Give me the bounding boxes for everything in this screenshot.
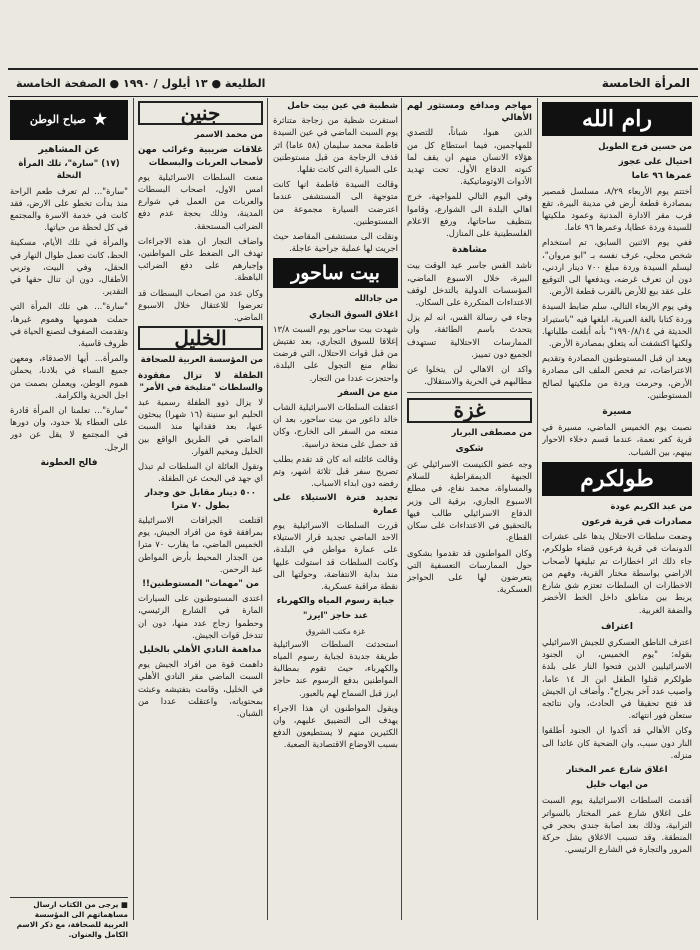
beitsahour-paragraph: ناشد القس جاسر عيد الوقت بيت البيرة، خلال الاسبوع الماضي، المؤسسات الدولية بالتدخل لوقف الاعتداءات المتكررة على السكان. [407, 260, 532, 308]
hebron-subheading-2: ٥٠٠ دينار مقابل حق وجدار بطول ٧٠ مترا [145, 488, 256, 511]
gaza-paragraph: وكان المواطنون قد تقدموا بشكوى حول الممارسات التعسفية التي يتعرضون لها على الحواجز العسكرية. [407, 547, 532, 595]
jenin-paragraph: واضاف التجار ان هذه الاجراءات تهدف الى الضغط على المواطنين، وإجبارهم على دفع الضرائب الباهظة. [138, 235, 263, 283]
shufat-paragraph: وقالت السيدة فاطمة انها كانت متوجهة الى المستشفى عندما اعترضت السيارة مجموعة من المستوطنين. [273, 179, 398, 226]
ramallah-section-heading: مسيرة [602, 407, 632, 418]
beitsahour-paragraph: وفي اليوم التالي للمواجهة، خرج اهالي البلدة الى الشوارع، وقاموا بتنظيف ساحاتها، ورفع الاعلام الفلسطينية على المنازل. [407, 191, 532, 239]
column-beit-sahour [407, 98, 532, 920]
ramallah-byline: من حسين فرج الطويل [598, 141, 692, 151]
tulkarm-headline: طولكرم [542, 462, 692, 496]
hebron-subheading: الطفلة لا تزال مفقودة والسلطات "متلبخة في الأمر" [138, 370, 263, 393]
beitsahour-paragraph: الذين هبوا، شباناً، للتصدي للمهاجمين، فيما استطاع كل من هؤلاء الانسان منهم ان يقف لما كنوته الدفاع الأول. تحت تهديد الأدوات الاوتوماتيكية. [407, 127, 532, 187]
gaza-subheading: جباية رسوم المياه والكهرباء [276, 596, 395, 607]
page-header [8, 68, 698, 97]
beitsahour-subheading-3: تجديد فترة الاستيلاء على عمارة [273, 493, 398, 516]
tulkarm-subheading: مصادرات في قرية فرعون [581, 517, 692, 528]
column-rule [133, 98, 134, 920]
column-center [273, 98, 398, 920]
beitsahour-subheading: اغلاق السوق التجاري [309, 309, 398, 320]
ramallah-headline: رام الله [542, 102, 692, 136]
column-brand: صباح الوطن [29, 112, 87, 126]
beitsahour-byline: من جادالله [354, 293, 398, 304]
hebron-subheading-3: من "مهمات" المستوطنين!! [142, 578, 259, 589]
jenin-headline: جنين [138, 101, 263, 125]
gaza-byline-2: عند حاجز "ايرز" [302, 610, 368, 621]
column-rule [401, 98, 402, 920]
column-signature: فالح العطونة [40, 457, 98, 468]
column-subtitle: (١٧) "سارة"، تلك المرأة النحلة [18, 159, 120, 182]
beitsahour-paragraph: اعتقلت السلطات الاسرائيلية الشاب خالد داعور من بيت ساحور، بعد ان منعته من السفر الى الخارج، وكان قد حصل على منحة دراسية. [273, 402, 398, 449]
jenin-paragraph: منعت السلطات الاسرائيلية يوم امس الاول، اصحاب البسطات والعربات من العمل في شوارع المدينة، وذلك بحجة عدم دفع الضرائب المستحقة. [138, 171, 263, 231]
beitsahour-subheading-2: منع من السفر [337, 387, 398, 398]
column-paragraph: والمرأة... أيها الاصدقاء، ومعهن جميع النساء في بلادنا، يحملن هموم الوطن، ويعملن بصمت من اجل الحرية والكرامة. [10, 353, 128, 400]
gaza-headline: غزة [407, 398, 532, 422]
jenin-paragraph: وكان عدد من اصحاب البسطات قد تعرضوا للاعتقال خلال الاسبوع الماضي. [138, 287, 263, 323]
ramallah-paragraph: أختتم يوم الأربعاء ٨/٢٩، مسلسل قمصير بمصادرة قطعة أرض في مدينة البيرة، تقع قرب مقر الادارة المدنية وعمود ملكيتها للسيدة وردة عطايا، وعمرها ٩٦ عاما. [542, 185, 692, 233]
gaza-byline: من مصطفى البربار [451, 426, 532, 437]
hebron-paragraph: وتقول العائلة ان السلطات لم تبذل اي جهد في البحث عن الطفلة. [138, 461, 263, 484]
beitsahour-paragraph: وقالت عائلته انه كان قد تقدم بطلب تصريح سفر قبل ثلاثة اشهر، وتم رفضه دون ابداء الاسباب. [273, 453, 398, 489]
publication-line: الطليعة ● ١٣ أيلول / ١٩٩٠ ● الصفحة الخامسة [16, 76, 266, 90]
tulkarm-paragraph: اعترف الناطق العسكري للجيش الاسرائيلي بقوله: "يوم الخميس، ان الجنود الاسرائيليين الذين فتحوا النار على بلدة طولكرم قتلوا الطفل ابن الـ ١٤ عاما، واصيب عدد آخر بجراح". وأضاف ان الجيش قد فتح تحقيقا في الحادث، وان نتائجه ستعلن فور انتهائه. [542, 636, 692, 721]
ramallah-paragraph: ففي يوم الاثنين السابق، تم استخدام شخص محلي، عرف نفسه بـ "ابو مروان"، ليسلم السيدة وردة مبلغ ٧٠٠ دينار اردني، دون ان تعرف غرضه، ويدفعها الى التوقيع على عقد بيع للأرض بالقرب قطعة الأرض. [542, 237, 692, 297]
jenin-byline: من محمد الاسمر [194, 129, 263, 140]
beitsahour-headline: بيت ساحور [273, 258, 398, 288]
hebron-paragraph: داهمت قوة من افراد الجيش يوم السبت الماضي مقر النادي الأهلي في الخليل، وقامت بتفتيشه وعبثت بمحتوياته، واعتقلت عددا من الشبان. [138, 659, 263, 718]
tulkarm-byline: من عبد الكريم عودة [610, 500, 692, 511]
gaza-paragraph: وجه عضو الكنيست الاسرائيلي عن الجبهة الديمقراطية للسلام والمساواة، محمد نفاع، في مطلع الاسبوع الجاري، برقية الى وزير الدفاع الاسرائيلي طالب فيها بالتحقيق في الاعتداءات على سكان القطاع. [407, 459, 532, 543]
tulkarm-paragraph: أقدمت السلطات الاسرائيلية يوم السبت على اغلاق شارع عمر المختار بالسواتر الترابية، وذلك بعد اصابة جندي بحجر في المنطقة. وقد تسبب الاغلاق بشل حركة المرور والتجارة في الشارع الرئيسي. [542, 795, 692, 855]
beitsahour-paragraph: وجاء في رسالة القس، انه لم يزل يتحدث باسم الطائفة، وان الممارسات الاحتلالية تستهدف الجميع دون تمييز. [407, 312, 532, 359]
column-opinion [10, 98, 128, 920]
tulkarm-subheading-3: اغلاق شارع عمر المختار [566, 764, 668, 775]
shufat-paragraph: ونقلت الى مستشفى المقاصد حيث اجريت لها عملية جراحية عاجلة. [273, 231, 398, 254]
star-icon: ★ [92, 108, 109, 130]
hebron-headline: الخليل [138, 326, 263, 350]
hebron-subheading-4: مداهمة النادي الأهلي بالخليل [139, 644, 262, 655]
gaza-paragraph: استحدثت السلطات الاسرائيلية طريقة جديدة لجباية رسوم المياه والكهرباء، حيث تقوم بمطالبة المواطنين بدفع الرسوم عند حاجز ايرز قبل السماح لهم بالعبور. [273, 638, 398, 698]
ramallah-paragraph: وفي يوم الاربعاء التالي، سلم ضابط السيدة وردة كتابا بالغة العبرية، ابلغها فيه "باستيراد الحديثة في ١٩٩٠/٨/١٤" بأنه أبلغت طلباتها. ولكنها اكتشفت أنه يتعلق بمصادرة الأرض. [542, 301, 692, 349]
beitsahour-kicker: مهاجم ومدافع ومستثور لهم الأهالي [407, 101, 532, 124]
ramallah-subheading: احتيال على عجوز [618, 157, 692, 168]
gaza-small-credit: غزة مكتب الشروق [305, 626, 366, 636]
tulkarm-paragraph: وكان الأهالي قد أكدوا ان الجنود أطلقوا النار دون سبب، وان الضحية كان عائدا الى منزله. [542, 725, 692, 760]
beitsahour-paragraph: واكد ان الاهالي لن يتخلوا عن مطالبهم في الحرية والاستقلال. [407, 364, 532, 387]
column-logo [10, 100, 128, 140]
beitsahour-section: مشاهدة [452, 245, 487, 256]
column-title: عن المشاهير [38, 144, 100, 155]
jenin-subheading: غلاقات ضريبية وغرائب مهن لأصحاب العربات والبسطات [138, 145, 263, 168]
tulkarm-paragraph: وضعت سلطات الاحتلال يدها على عشرات الدونمات في قرية فرعون قضاء طولكرم، جاء ذلك اثر اخطارات تم تبليغها لأصحاب الاراضي بواسطة مختار القرية، وفهم من الاخطارات ان السلطات تعتزم شق شارع يربط بين مناطق داخل الخط الأخضر والضفة الغربية. [542, 531, 692, 615]
beitsahour-paragraph: قررت السلطات الاسرائيلية يوم الاحد الماضي تجديد قرار الاستيلاء على عمارة مواطن في البلدة، وكانت السلطات قد استولت عليها منذ بداية الانتفاضة، وحولتها الى نقطة مراقبة عسكرية. [273, 519, 398, 591]
gaza-paragraph: ويقول المواطنون ان هذا الاجراء يهدف الى التضييق عليهم، وان الكثيرين منهم لا يستطيعون الدفع بسبب الاوضاع الاقتصادية الصعبة. [273, 702, 398, 750]
ramallah-paragraph: ويعد ان قبل المستوطنون المصادرة وتقديم الاعتراضات، تم فحص الملف الى مصادرة الأرض، وحرمت وردة من ملكيتها لصالح المستوطنين. [542, 353, 692, 400]
column-paragraph: "سارة"... لم تعرف طعم الراحة منذ بدأت تخطو على الارض، فقد كانت في خدمة الاسرة والمجتمع في كل لحظة من حياتها. [10, 185, 128, 233]
shufat-subheading: شطبية في عين بيت حامل [287, 101, 398, 111]
column-paragraph: والمرأة في تلك الأيام، مسكينة الحظ، كانت تعمل طوال النهار في الحقل، وفي البيت، وتربي الأطفال، دون ان تنال حقها في التقدير. [10, 237, 128, 297]
shufat-paragraph: استقرت شظية من زجاجة متناثرة يوم السبت الماضي في عين السيدة فاطمة محمد سليمان (٥٨ عاما) اثر قذف الزجاجة من قبل مستوطنين على السيارة التي كانت تقلها. [273, 115, 398, 175]
ramallah-paragraph: نصبت يوم الخميس الماضي، مسيرة في قرية كفر نعمة، عندما قسم دخلاء الاحوار بينهم، بين الشباب. [542, 422, 692, 457]
hebron-byline: من المؤسسة العربية للصحافة [140, 354, 263, 365]
hebron-paragraph: لا يزال ذوو الطفلة رسمية عبد الحليم ابو سنينة (١٦ شهرا) يبحثون عنها، بعد فقدانها منذ السبت الماضي في الطريق الواقع بين الخليل ومخيم الفوار. [138, 397, 263, 456]
divider [407, 392, 532, 393]
tulkarm-byline-3: من ايهاب خليل [585, 779, 648, 790]
ramallah-subheading-2: عمرها ٩٦ عاما [631, 171, 692, 182]
hebron-paragraph: اقتلعت الجرافات الاسرائيلية بمرافقة قوة من افراد الجيش، يوم الخميس الماضي، ما يقارب ٧٠ مترا من الجدار المحيط بأرض المواطن عبد الرحمن. [138, 514, 263, 574]
beitsahour-paragraph: شهدت بيت ساحور يوم السبت ١٣/٨ إغلاقا للسوق التجاري، بعد تفتيش من قبل قوات الاحتلال، التي فرضت نظام منع التجول على البلدة، واحتجزت عددا من التجار. [273, 323, 398, 383]
column-rule [267, 98, 268, 920]
gaza-section: شكوى [455, 443, 484, 454]
tulkarm-section-heading: اعتراف [600, 621, 634, 632]
column-paragraph: "سارة"... تعلمنا ان المرأة قادرة على العطاء بلا حدود، وان دورها في المجتمع لا يقل عن دور الرجل. [10, 405, 128, 452]
column-ramallah-tulkarm [542, 98, 692, 920]
hebron-paragraph: اعتدى المستوطنون على السيارات المارة في الشارع الرئيسي، وحطموا زجاج عدد منها، دون ان تتدخل قوات الجيش. [138, 593, 263, 640]
column-paragraph: "سارة"... هي تلك المرأة التي حملت همومها وهموم غيرها، وتقدمت الصفوف لتصنع الحياة في ظروف قاسية. [10, 301, 128, 349]
column-jenin-hebron [138, 98, 263, 920]
column-rule [537, 98, 538, 920]
footer-note: ■ يرجى من الكتاب ارسال مساهماتهم الى المؤسسة العربية للصحافة، مع ذكر الاسم الكامل والعنوان. [10, 897, 128, 940]
page-title: المرأة الخامسة [601, 76, 690, 90]
